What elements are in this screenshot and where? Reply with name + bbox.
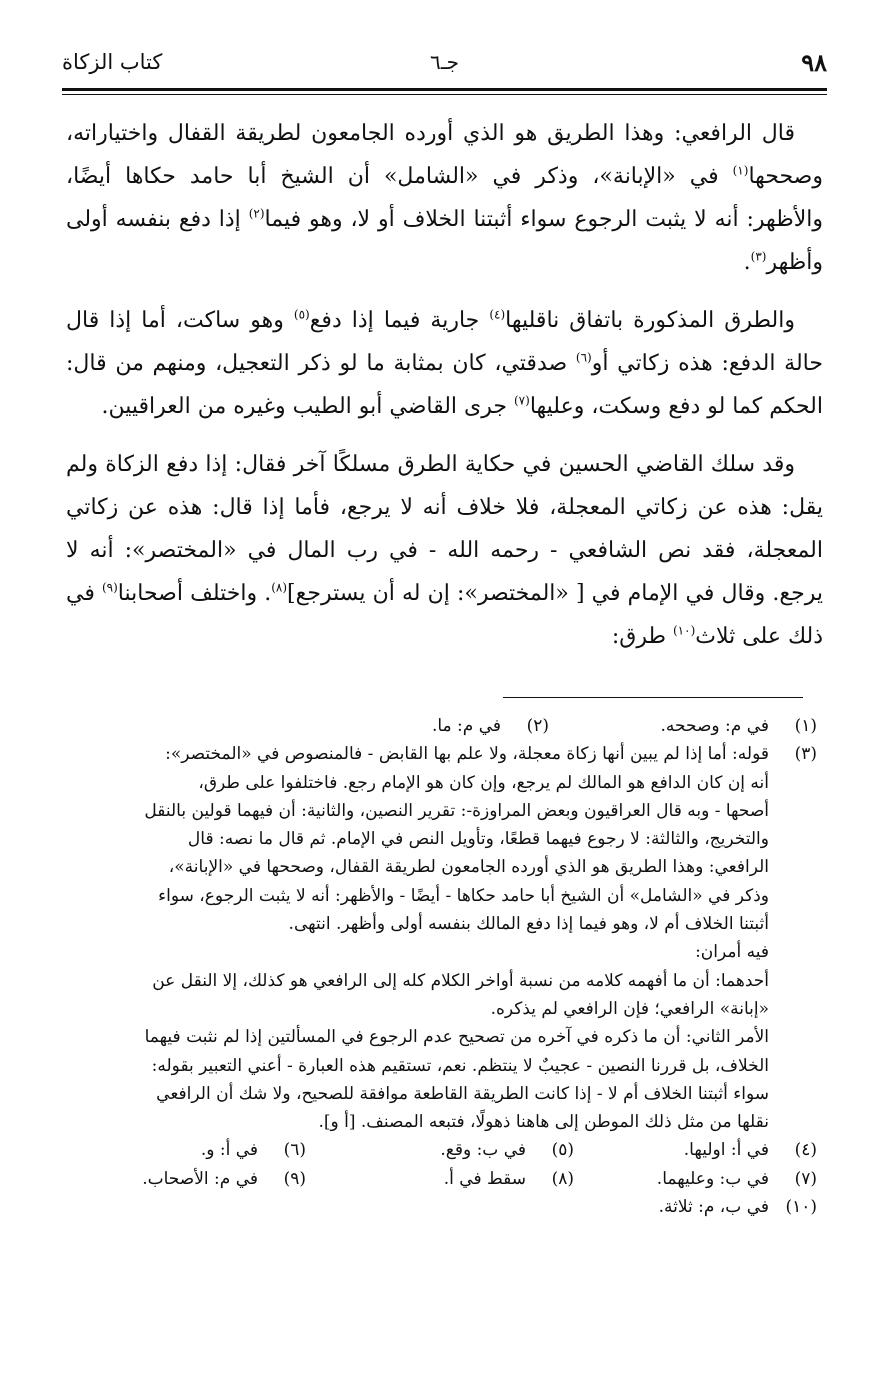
- footnote-row: [62, 1136, 817, 1164]
- header-rule-thick: [62, 88, 827, 91]
- paragraph-3: [66, 443, 823, 658]
- text-run: . واختلف أصحابنا: [117, 581, 272, 606]
- header-rule-thin: [62, 94, 827, 95]
- footnote-row: [62, 712, 817, 740]
- footnote-text: في م: ما.: [431, 716, 501, 736]
- footnote-line: أنه إن كان الدافع هو المالك لم يرجع، وإن كان هو الإمام رجع. فاختلفوا على طرق،: [198, 772, 769, 793]
- footnote-number: (٩): [283, 1168, 306, 1189]
- footnote-text: في ب: وعليهما.: [656, 1168, 769, 1189]
- footnote-text: في م: وصححه.: [660, 716, 769, 736]
- footnote-10: [62, 1193, 817, 1221]
- text-run: جارية فيما إذا دفع: [309, 308, 490, 333]
- footnote-6: [201, 1136, 306, 1164]
- footnotes: [62, 712, 817, 1221]
- footnote-8: [306, 1165, 574, 1193]
- footnote-number: (١): [794, 716, 817, 736]
- footnote-line: الخلاف، بل قررنا النصين - عجيبٌ لا ينتظم. نعم، تستقيم هذه العبارة - أعني التعبير بقوله:: [151, 1055, 769, 1076]
- paragraph-1: [66, 112, 823, 284]
- main-text: [66, 112, 823, 673]
- footnote-text: في أ: اوليها.: [683, 1140, 769, 1161]
- footnote-line: أثبتنا الخلاف أم لا، وهو فيما إذا دفع المالك بنفسه أولى وأظهر. انتهى.: [288, 914, 769, 935]
- footnote-line: «إبانة» الرافعي؛ فإن الرافعي لم يذكره.: [490, 998, 769, 1019]
- footnote-text: في ب، م: ثلاثة.: [658, 1197, 769, 1218]
- text-run: جرى القاضي أبو الطيب وغيره من العراقيين.: [101, 394, 514, 419]
- footnote-line: أحدهما: أن ما أفهمه كلامه من نسبة أواخر الكلام كله إلى الرافعي هو كذلك، إلا النقل عن: [152, 970, 769, 991]
- footnote-2: [432, 712, 549, 740]
- footnote-line: وذكر في «الشامل» أن الشيخ أبا حامد حكاها - أيضًا - والأظهر: أنه لا يثبت الرجوع، سواء: [158, 885, 769, 906]
- footnote-ref[interactable]: (٢): [248, 206, 265, 221]
- footnote-number: (٧): [794, 1168, 817, 1189]
- text-run: صدقتي، كان بمثابة ما لو ذكر التعجيل، ومنهم من قال: الحكم كما لو دفع وسكت، وعليها: [66, 351, 823, 419]
- footnote-ref[interactable]: (١): [732, 163, 749, 178]
- footnote-7: [574, 1165, 817, 1193]
- footnote-line: الأمر الثاني: أن ما ذكره في آخره من تصحيح عدم الرجوع في المسألتين إذا لم نثبت فيهما: [144, 1027, 769, 1048]
- volume-label: جـ٦: [430, 50, 459, 74]
- footnote-ref[interactable]: (٣): [750, 249, 767, 264]
- footnote-line: والتخريج، والثالثة: لا رجوع فيهما قطعًا، وتأويل النص في الإمام. ثم قال ما نصه: قال: [187, 829, 769, 850]
- footnote-ref[interactable]: (٥): [293, 307, 310, 322]
- footnote-5: [306, 1136, 574, 1164]
- text-run: طرق:: [611, 624, 673, 649]
- footnote-1: [549, 712, 817, 740]
- footnote-text: في أ: و.: [200, 1140, 258, 1161]
- text-run: وقد سلك القاضي الحسين في حكاية الطرق مسلكًا آخر فقال: إذا دفع الزكاة ولم يقل: هذه عن زكاتي المعجلة، فلا خلاف أنه لا يرجع، فأما إذا قال: هذه عن زكاتي المعجلة، فقد نص الشافعي - رحمه الله - في رب المال في «المختصر»: أنه لا يرجع. وقال في الإمام في [ «المختصر»: إن له أن يسترجع]: [66, 452, 823, 606]
- text-run: في «الإبانة»، وذكر في «الشامل» أن الشيخ أبا حامد حكاها أيضًا، والأظهر: أنه لا يثبت الرجوع سواء أثبتنا الخلاف أو لا، وهو فيما: [66, 164, 823, 232]
- page-number: ٩٨: [801, 48, 827, 77]
- footnote-line: سواء أثبتنا الخلاف أم لا - إذا كانت الطريقة القاطعة موافقة للصحيح، ولا شك أن الرافعي: [156, 1083, 769, 1104]
- footnote-number: (٤): [794, 1140, 817, 1161]
- footnote-number: (٥): [551, 1140, 574, 1161]
- text-run: وهو ساكت، أما إذا قال حالة الدفع: هذه زكاتي أو: [66, 308, 823, 376]
- text-run: إذا دفع بنفسه أولى وأظهر: [66, 207, 823, 275]
- page-header: [62, 48, 827, 84]
- footnote-text: سقط في أ.: [443, 1168, 526, 1189]
- footnote-text: في ب: وقع.: [440, 1140, 526, 1161]
- footnote-ref[interactable]: (٧): [513, 393, 530, 408]
- footnote-row: [62, 1165, 817, 1193]
- footnote-line: الرافعي: وهذا الطريق هو الذي أورده الجامعون لطريقة القفال، وصححها في «الإبانة»،: [168, 857, 769, 878]
- footnote-text: في م: الأصحاب.: [142, 1168, 258, 1189]
- text-run: والطرق المذكورة باتفاق ناقليها: [505, 308, 795, 333]
- footnote-number: (٢): [526, 716, 549, 736]
- footnote-ref[interactable]: (١٠): [672, 623, 696, 638]
- text-run: .: [743, 250, 751, 275]
- footnote-number: (٣): [794, 744, 817, 765]
- footnote-line: قوله: أما إذا لم يبين أنها زكاة معجلة، ولا علم بها القابض - فالمنصوص في «المختصر»:: [165, 744, 769, 765]
- footnote-ref[interactable]: (٤): [489, 307, 506, 322]
- footnote-number: (٨): [551, 1168, 574, 1189]
- text-run: قال الرافعي: وهذا الطريق هو الذي أورده الجامعون لطريقة القفال واختياراته، وصححها: [66, 121, 823, 189]
- footnote-4: [574, 1136, 817, 1164]
- footnote-line: نقلها من مثل ذلك الموطن إلى هاهنا ذهولًا، فتبعه المصنف. [أ و].: [318, 1112, 769, 1133]
- footnote-number: (١٠): [785, 1197, 817, 1218]
- footnote-ref[interactable]: (٩): [101, 580, 118, 595]
- footnote-line: فيه أمران:: [695, 942, 769, 963]
- footnote-3: [62, 740, 817, 1136]
- footnote-ref[interactable]: (٦): [575, 350, 592, 365]
- footnote-ref[interactable]: (٨): [271, 580, 288, 595]
- footnote-line: أصحها - وبه قال العراقيون وبعض المراوزة-: تقرير النصين، والثانية: أن فيهما قولين بالنقل: [144, 800, 769, 821]
- footnote-separator: [503, 697, 803, 698]
- footnote-number: (٦): [283, 1140, 306, 1161]
- footnote-9: [142, 1165, 306, 1193]
- text-run: في ذلك على ثلاث: [66, 581, 823, 649]
- paragraph-2: [66, 299, 823, 428]
- running-title: كتاب الزكاة: [62, 50, 163, 74]
